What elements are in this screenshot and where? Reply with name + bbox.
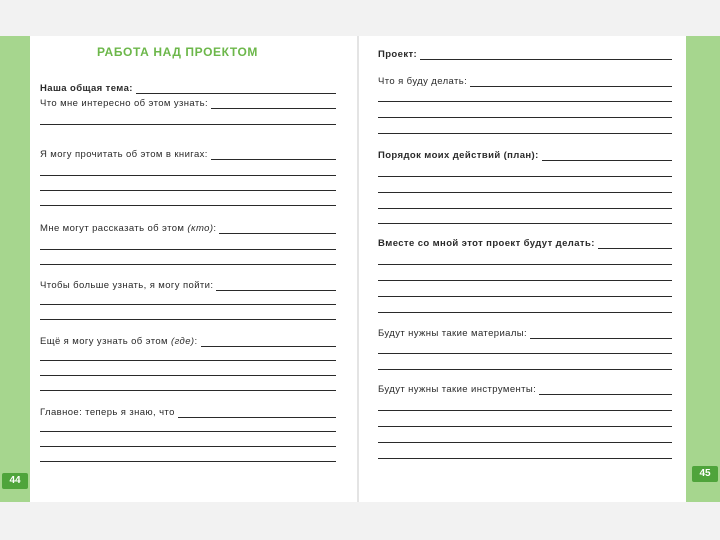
tools-row [378, 381, 672, 395]
project-label: Проект: [378, 49, 418, 60]
topic-row [40, 80, 336, 94]
answer-line[interactable] [40, 446, 336, 447]
tell-row [40, 220, 336, 234]
together-field[interactable] [598, 237, 672, 249]
book-spine [357, 36, 359, 502]
answer-line[interactable] [40, 124, 336, 125]
tell-label: Мне могут рассказать об этом (кто): [40, 223, 217, 234]
do-label: Что я буду делать: [378, 76, 468, 87]
answer-line[interactable] [378, 192, 672, 193]
tell-field[interactable] [219, 222, 336, 234]
answer-line[interactable] [40, 319, 336, 320]
right-green-margin [686, 36, 720, 502]
answer-line[interactable] [378, 117, 672, 118]
materials-label: Будут нужны такие материалы: [378, 328, 528, 339]
answer-line[interactable] [378, 133, 672, 134]
topic-field[interactable] [136, 82, 336, 94]
materials-row [378, 325, 672, 339]
answer-line[interactable] [378, 369, 672, 370]
answer-line[interactable] [378, 442, 672, 443]
answer-line[interactable] [378, 264, 672, 265]
project-row [378, 46, 672, 60]
answer-line[interactable] [378, 353, 672, 354]
answer-line[interactable] [378, 458, 672, 459]
main-field[interactable] [178, 406, 336, 418]
main-row [40, 404, 336, 418]
tools-label: Будут нужны такие инструменты: [378, 384, 537, 395]
left-green-margin [0, 36, 30, 502]
page-number-right: 45 [692, 466, 718, 482]
answer-line[interactable] [40, 190, 336, 191]
interest-field[interactable] [211, 97, 336, 109]
where-label: Ещё я могу узнать об этом (где): [40, 336, 198, 347]
answer-line[interactable] [40, 431, 336, 432]
answer-line[interactable] [378, 410, 672, 411]
plan-field[interactable] [542, 149, 672, 161]
answer-line[interactable] [378, 312, 672, 313]
answer-line[interactable] [40, 375, 336, 376]
together-label: Вместе со мной этот проект будут делать: [378, 238, 595, 249]
project-field[interactable] [420, 48, 672, 60]
books-label: Я могу прочитать об этом в книгах: [40, 149, 208, 160]
go-field[interactable] [216, 279, 336, 291]
answer-line[interactable] [378, 223, 672, 224]
go-label: Чтобы больше узнать, я могу пойти: [40, 280, 214, 291]
bottom-band [0, 502, 720, 540]
top-band [0, 0, 720, 36]
answer-line[interactable] [378, 176, 672, 177]
answer-line[interactable] [40, 360, 336, 361]
answer-line[interactable] [378, 280, 672, 281]
where-row [40, 333, 336, 347]
main-label: Главное: теперь я знаю, что [40, 407, 175, 418]
books-row [40, 146, 336, 160]
materials-field[interactable] [530, 327, 672, 339]
where-field[interactable] [201, 335, 336, 347]
answer-line[interactable] [40, 249, 336, 250]
answer-line[interactable] [40, 304, 336, 305]
answer-line[interactable] [40, 390, 336, 391]
answer-line[interactable] [378, 208, 672, 209]
books-field[interactable] [211, 148, 336, 160]
topic-label: Наша общая тема: [40, 83, 133, 94]
interest-label: Что мне интересно об этом узнать: [40, 98, 209, 109]
page-number-left: 44 [2, 473, 28, 489]
worksheet-title: РАБОТА НАД ПРОЕКТОМ [97, 45, 259, 59]
do-row [378, 73, 672, 87]
answer-line[interactable] [40, 461, 336, 462]
plan-row [378, 147, 672, 161]
right-page [358, 36, 686, 502]
answer-line[interactable] [40, 264, 336, 265]
answer-line[interactable] [378, 426, 672, 427]
do-field[interactable] [470, 75, 672, 87]
go-row [40, 277, 336, 291]
interest-row [40, 95, 336, 109]
answer-line[interactable] [40, 175, 336, 176]
tools-field[interactable] [539, 383, 672, 395]
answer-line[interactable] [40, 205, 336, 206]
answer-line[interactable] [378, 101, 672, 102]
plan-label: Порядок моих действий (план): [378, 150, 539, 161]
answer-line[interactable] [378, 296, 672, 297]
together-row [378, 235, 672, 249]
